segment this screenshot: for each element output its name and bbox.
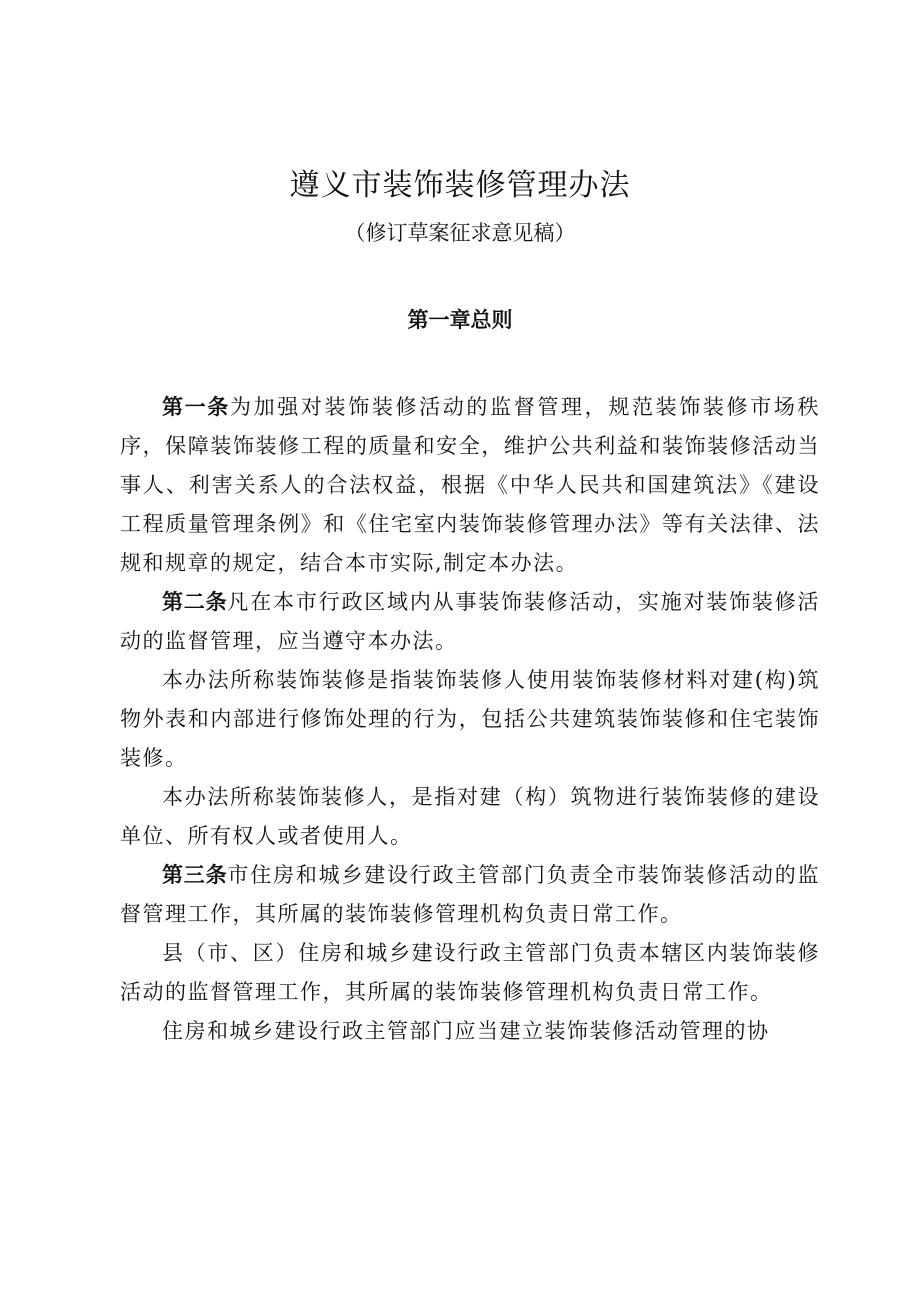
paragraph: [120, 388, 820, 583]
article-number: 第二条: [162, 590, 228, 614]
document-title: 遵义市装饰装修管理办法: [289, 168, 631, 203]
paragraph: [120, 1012, 820, 1051]
paragraph-text: 为加强对装饰装修活动的监督管理，规范装饰装修市场秩序，保障装饰装修工程的质量和安全，维护公共利益和装饰装修活动当事人、利害关系人的合法权益，根据《中华人民共和国建筑法》《建设工程质量管理条例》和《住宅室内装饰装修管理办法》等有关法律、法规和规章的规定，结合本市实际,制定本办法。: [120, 395, 821, 575]
article-number: 第一条: [162, 395, 230, 419]
paragraph: [120, 661, 820, 778]
paragraph-text: 凡在本市行政区域内从事装饰装修活动，实施对装饰装修活动的监督管理，应当遵守本办法。: [120, 590, 821, 653]
paragraph: [120, 778, 820, 856]
paragraph-text: 本办法所称装饰装修是指装饰装修人使用装饰装修材料对建(构)筑物外表和内部进行修饰处理的行为，包括公共建筑装饰装修和住宅装饰装修。: [120, 668, 820, 770]
paragraph: [120, 583, 820, 661]
paragraph-text: 住房和城乡建设行政主管部门应当建立装饰装修活动管理的协: [162, 1019, 770, 1043]
article-number: 第三条: [162, 863, 228, 887]
chapter-heading: 第一章总则: [407, 308, 513, 332]
paragraph: [120, 856, 820, 934]
paragraph: [120, 934, 820, 1012]
paragraph-text: 市住房和城乡建设行政主管部门负责全市装饰装修活动的监督管理工作，其所属的装饰装修管理机构负责日常工作。: [120, 863, 821, 926]
paragraph-text: 县（市、区）住房和城乡建设行政主管部门负责本辖区内装饰装修活动的监督管理工作，其所属的装饰装修管理机构负责日常工作。: [120, 941, 820, 1004]
paragraph-text: 本办法所称装饰装修人，是指对建（构）筑物进行装饰装修的建设单位、所有权人或者使用人。: [120, 785, 820, 848]
document-body: [120, 388, 820, 1051]
document-subtitle: （修订草案征求意见稿）: [344, 221, 576, 245]
